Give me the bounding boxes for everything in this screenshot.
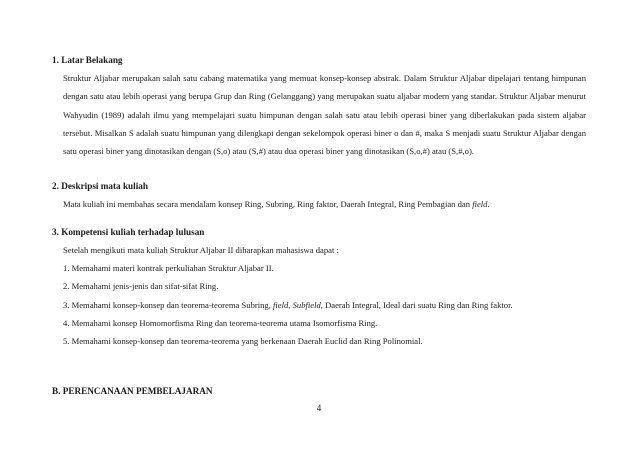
section-latar-belakang (52, 55, 586, 160)
list-item: 1. Memahami materi kontrak perkuliahan Struktur Aljabar II. (63, 263, 274, 274)
list-item: 2. Memahami jenis-jenis dan sifat-sifat Ring. (63, 281, 219, 292)
section-heading: B. PERENCANAAN PEMBELAJARAN (52, 386, 213, 396)
text-span: . (487, 199, 490, 209)
italic-term: field (472, 199, 488, 209)
italic-term: Subfield (292, 299, 321, 310)
text-span: , (288, 299, 293, 310)
section-paragraph (52, 195, 586, 213)
text-span: 3. Memahami konsep-konsep dan teorema-teorema Subring, (63, 299, 274, 310)
section-heading: 3. Kompetensi kuliah terhadap lulusan (52, 227, 205, 237)
section-heading: 2. Deskripsi mata kuliah (52, 181, 148, 191)
list-item (52, 296, 586, 314)
section-heading: 1. Latar Belakang (52, 55, 123, 65)
italic-term: field (273, 299, 289, 310)
intro-text: Setelah mengikuti mata kuliah Struktur Aljabar II diharapkan mahasiswa dapat : (63, 245, 339, 255)
section-paragraph: Struktur Aljabar merupakan salah satu cabang matematika yang memuat konsep-konsep abstrak. Dalam Struktur Aljabar dipelajari tentang himpunan dengan satu atau lebih operasi yang berupa Grup dan Ring (Gelanggang) yang merupakan suatu aljabar modern yang standar. Struktur Aljabar menurut Wahyudin (1989) adalah ilmu yang mempelajari suatu himpunan dengan salah satu atau lebih operasi biner yang diberlakukan pada sistem aljabar tersebut. Misalkan S adalah suatu himpunan yang dilengkapi dengan sekelompok operasi biner o dan #, maka S menjadi suatu Struktur Aljabar dengan satu operasi biner yang dinotasikan dengan (S,o) atau (S,#) atau dua operasi biner yang dinotasikan (S,o,#) atau (S,#,o). (63, 73, 586, 157)
section-perencanaan (52, 386, 586, 397)
section-deskripsi (52, 181, 586, 213)
page-number: 4 (316, 403, 322, 413)
list-item: 4. Memahami konsep Homomorfisma Ring dan teorema-teorema utama Isomorfisma Ring. (63, 317, 378, 328)
section-kompetensi (52, 227, 586, 350)
text-span: , Daerah Integral, Ideal dari suatu Ring dan Ring faktor. (320, 299, 513, 310)
list-item: 5. Memahami konsep-konsep dan teorema-teorema yang berkenaan Daerah Euclid dan Ring Polinomial. (63, 336, 423, 347)
text-span: Mata kuliah ini membahas secara mendalam konsep Ring, Subring, Ring faktor, Daerah Integral, Ring Pembagian dan (63, 199, 473, 209)
